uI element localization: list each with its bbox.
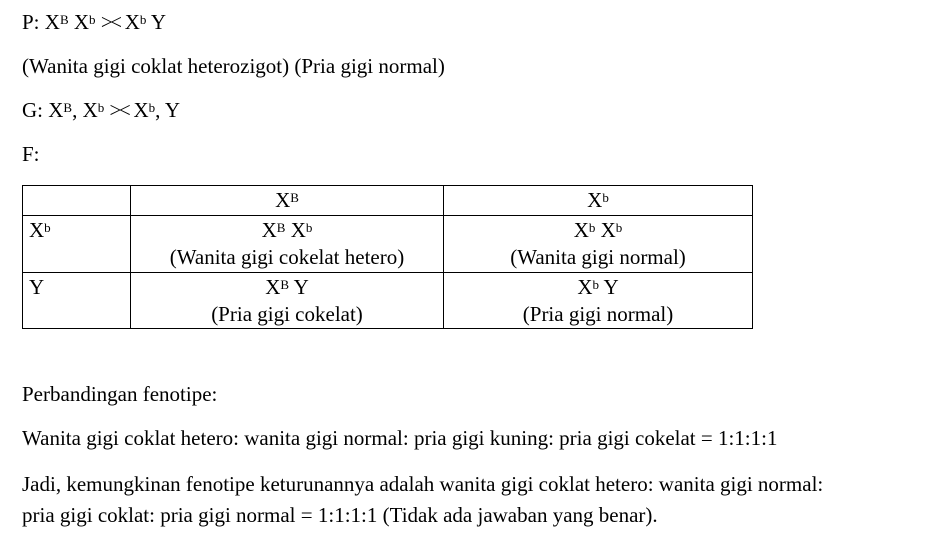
- punnett-cell-XBXb: [131, 216, 444, 273]
- punnett-row-Y: [23, 273, 753, 329]
- punnett-row-header-Y: Y: [23, 273, 131, 329]
- genotype-text: $X^b$ Y: [577, 275, 619, 299]
- phenotype-text: (Wanita gigi cokelat hetero): [169, 245, 405, 269]
- punnett-cell-XbXb: [444, 216, 753, 273]
- genotype-text: $X^B$ $X^b$: [261, 218, 313, 242]
- punnett-cell-XbY: [444, 273, 753, 329]
- punnett-header-row: [23, 186, 753, 216]
- genotype-text: $X^B$ Y: [265, 275, 309, 299]
- phenotype-ratio-heading: Perbandingan fenotipe:: [22, 382, 218, 406]
- punnett-col-header-XB: $X^B$: [131, 186, 444, 216]
- punnett-row-header-Xb: $X^b$: [23, 216, 131, 273]
- punnett-col-header-Xb: $X^b$: [444, 186, 753, 216]
- punnett-row-Xb: [23, 216, 753, 273]
- punnett-cell-XBY: [131, 273, 444, 329]
- phenotype-text: (Pria gigi normal): [522, 302, 674, 326]
- f1-generation-label: F:: [22, 142, 40, 166]
- phenotype-text: (Pria gigi cokelat): [211, 302, 363, 326]
- parent-phenotypes-line: (Wanita gigi coklat heterozigot) (Pria gigi normal): [22, 54, 445, 78]
- phenotype-ratio-line: Wanita gigi coklat hetero: wanita gigi normal: pria gigi kuning: pria gigi cokelat = 1:1:1:1: [22, 426, 778, 450]
- punnett-square-table: [22, 185, 753, 329]
- conclusion-paragraph: [22, 469, 935, 531]
- punnett-corner-cell: [23, 186, 131, 216]
- parent-cross-line: P: $X^B$ $X^b >< X^b$ Y: [22, 10, 167, 34]
- conclusion-line-1: Jadi, kemungkinan fenotipe keturunannya adalah wanita gigi coklat hetero: wanita gigi normal:: [22, 472, 824, 496]
- conclusion-line-2: pria gigi coklat: pria gigi normal = 1:1:1:1 (Tidak ada jawaban yang benar).: [22, 503, 658, 527]
- gametes-line: G: $X^B$, $X^b >< X^b$, Y: [22, 98, 181, 122]
- phenotype-text: (Wanita gigi normal): [510, 245, 686, 269]
- genotype-text: $X^b$ $X^b$: [573, 218, 623, 242]
